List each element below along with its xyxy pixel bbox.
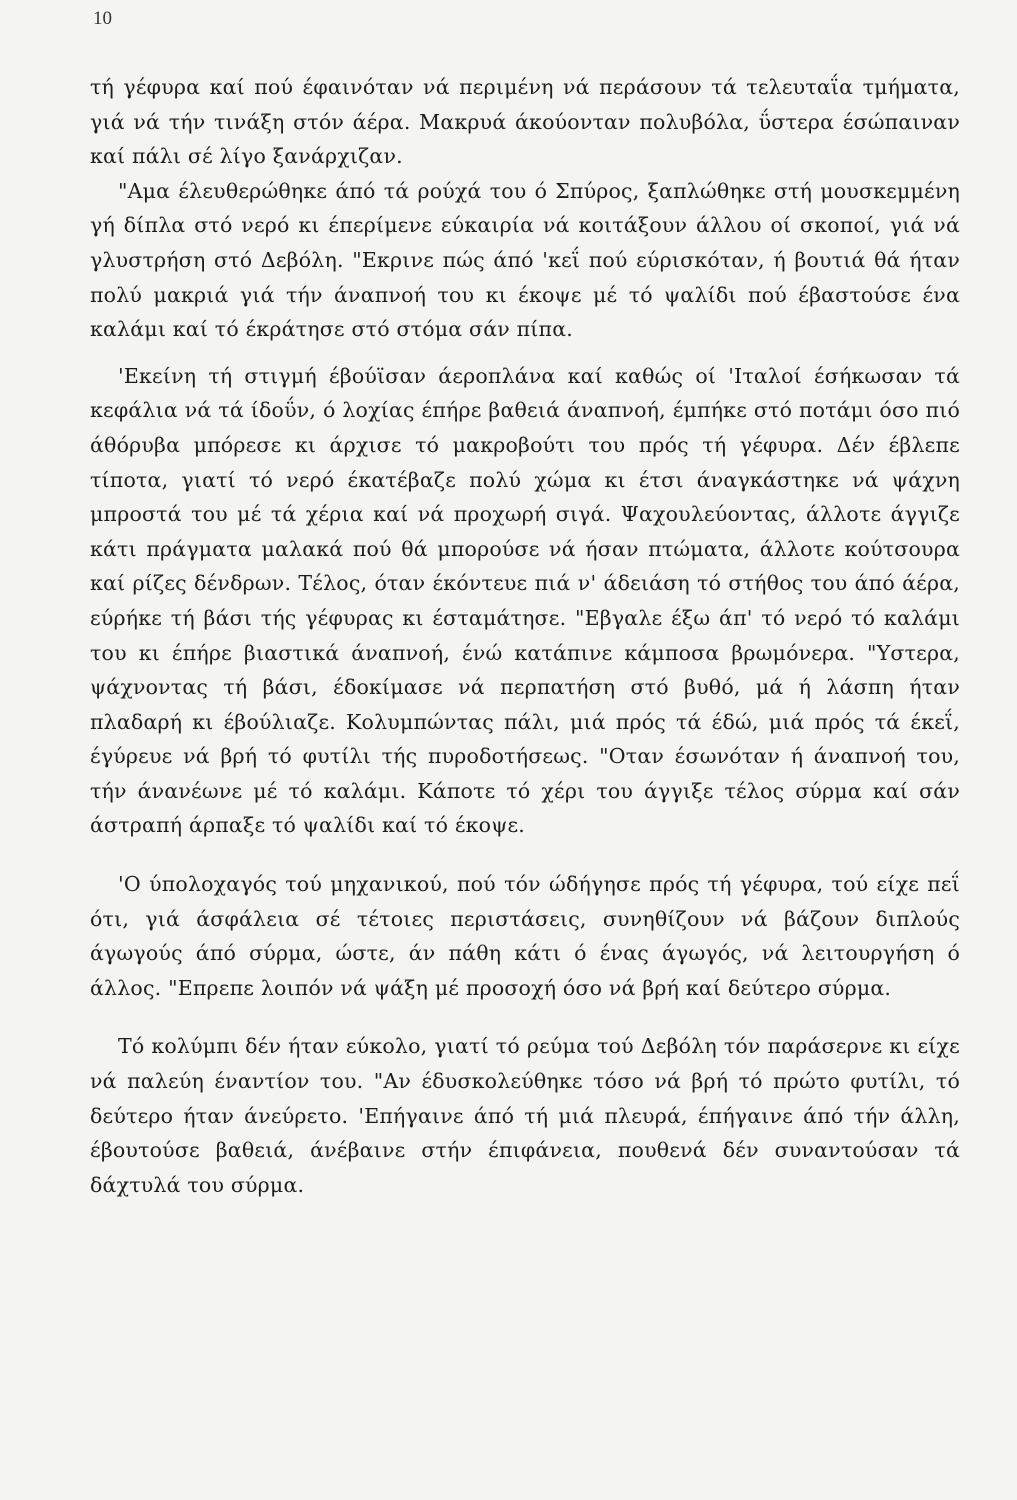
paragraph-3: 'Εκείνη τή στιγμή έβούϊσαν άεροπλάνα καί καθώς οί 'Ιταλοί έσήκωσαν τά κεφάλια νά τά ίδοΰν, ό λοχίας έπήρε βαθειά άναπνοή, έμπήκε στό ποτάμι όσο πιό άθόρυβα μπόρεσε κι άρχισε τό μακροβούτι του πρός τή γέφυρα. Δέν έβλεπε τίποτα, γιατί τό νερό έκατέβαζε πολύ χώμα κι έτσι άναγκάστηκε νά ψάχνη μπροστά του μέ τά χέρια καί νά προχωρή σιγά. Ψαχουλεύοντας, άλλοτε άγγιζε κάτι πράγματα μαλακά πού θά μπορούσε νά ήσαν πτώματα, άλλοτε κούτσουρα καί ρίζες δένδρων. Τέλος, όταν έκόντευε πιά ν' άδειάση τό στήθος του άπό άέρα, εύρήκε τή βάσι τής γέφυρας κι έσταμάτησε. "Εβγαλε έξω άπ' τό νερό τό καλάμι του κι έπήρε βιαστικά άναπνοή, ένώ κατάπινε κάμποσα βρωμόνερα. "Υστερα, ψάχνοντας τή βάσι, έδοκίμασε νά περπατήση στό βυθό, μά ή λάσπη ήταν πλαδαρή κι έβούλιαζε. Κολυμπώντας πάλι, μιά πρός τά έδώ, μιά πρός τά έκεΐ, έγύρευε νά βρή τό φυτίλι τής πυροδοτήσεως. "Οταν έσωνόταν ή άναπνοή του, τήν άνανέωνε μέ τό καλάμι. Κάποτε τό χέρι του άγγιξε τέλος σύρμα καί σάν άστραπή άρπαξε τό ψαλίδι καί τό έκοψε. — [90, 363, 960, 838]
paragraph-4: 'Ο ύπολοχαγός τού μηχανικού, πού τόν ώδήγησε πρός τή γέφυρα, τού είχε πεΐ ότι, γιά άσφάλεια σέ τέτοιες περιστάσεις, συνηθίζουν νά βάζουν διπλούς άγωγούς άπό σύρμα, ώστε, άν πάθη κάτι ό ένας άγωγός, νά λειτουργήση ό άλλος. "Επρεπε λοιπόν νά ψάξη μέ προσοχή όσο νά βρή καί δεύτερο σύρμα. — [90, 872, 960, 1000]
page-number: 10 — [93, 8, 112, 29]
paragraph-1: τή γέφυρα καί πού έφαινόταν νά περιμένη νά περάσουν τά τελευταΐα τμήματα, γιά νά τήν τινάξη στόν άέρα. Μακρυά άκούονταν πολυβόλα, ΰστερα έσώπαιναν καί πάλι σέ λίγο ξανάρχιζαν. — [90, 75, 960, 169]
paragraph-2: "Αμα έλευθερώθηκε άπό τά ρούχά του ό Σπύρος, ξαπλώθηκε στή μουσκεμμένη γή δίπλα στό νερό κι έπερίμενε εύκαιρία νά κοιτάξουν άλλου οί σκοποί, γιά νά γλυστρήση στό Δεβόλη. "Εκρινε πώς άπό 'κεΐ πού εύρισκόταν, ή βουτιά θά ήταν πολύ μακριά γιά τήν άναπνοή του κι έκοψε μέ τό ψαλίδι πού έβαστούσε ένα καλάμι καί τό έκράτησε στό στόμα σάν πίπα. — [90, 178, 960, 342]
paragraph-5: Τό κολύμπι δέν ήταν εύκολο, γιατί τό ρεύμα τού Δεβόλη τόν παράσερνε κι είχε νά παλεύη έναντίον του. "Αν έδυσκολεύθηκε τόσο νά βρή τό πρώτο φυτίλι, τό δεύτερο ήταν άνεύρετο. 'Επήγαινε άπό τή μιά πλευρά, έπήγαινε άπό τήν άλλη, έβουτούσε βαθειά, άνέβαινε στήν έπιφάνεια, πουθενά δέν συναντούσαν τά δάχτυλά του σύρμα. — [90, 1034, 960, 1197]
page-text — [90, 70, 960, 1202]
